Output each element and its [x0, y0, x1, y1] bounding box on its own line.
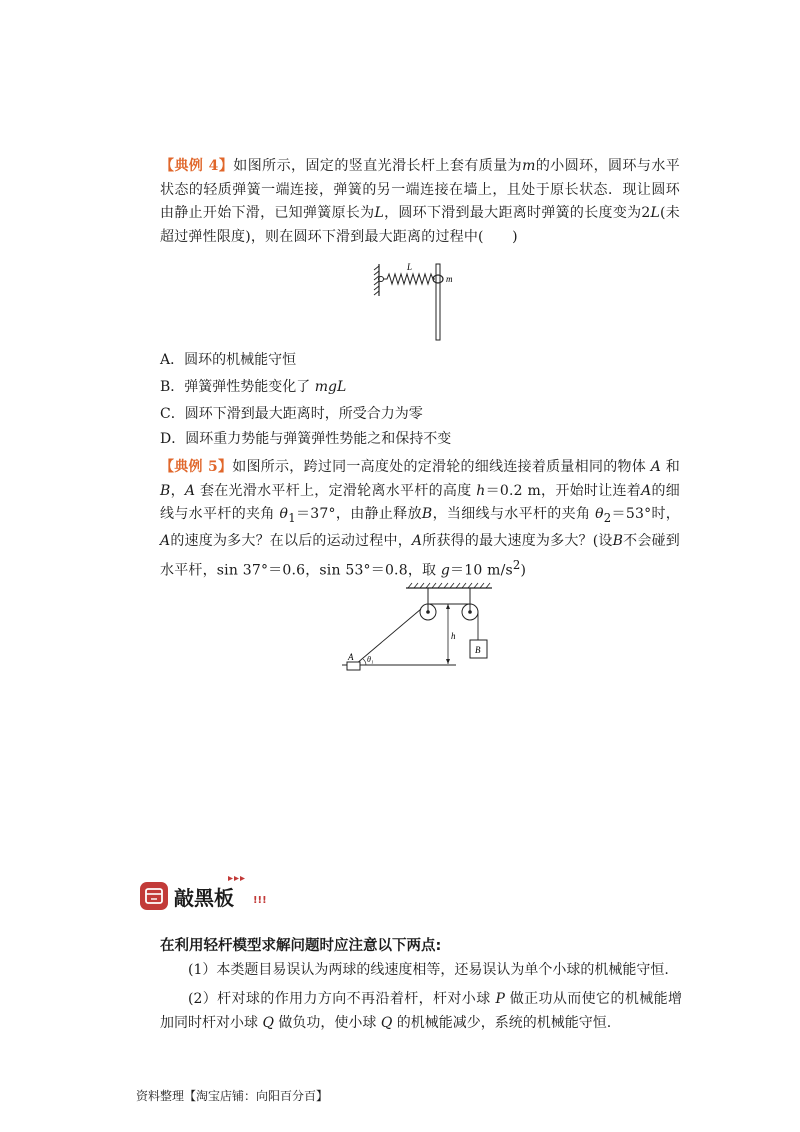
notes-heading: 在利用轻杆模型求解问题时应注意以下两点: [160, 938, 442, 954]
blackboard-banner [136, 873, 276, 913]
note-1: (1）本类题目易误认为两球的线速度相等，还易误认为单个小球的机械能守恒. [188, 962, 669, 978]
spring-ring-figure [370, 258, 460, 343]
banner-title: 敲黑板 [174, 886, 234, 910]
footer-source: 资料整理【淘宝店铺：向阳百分百】 [136, 1089, 329, 1103]
option-d: D．圆环重力势能与弹簧弹性势能之和保持不变 [160, 431, 452, 447]
example-5-tag: 【典例 5】 [160, 459, 233, 475]
mass-label: m [446, 274, 453, 284]
block-a-label: A [348, 652, 354, 662]
example-4-tag: 【典例 4】 [160, 158, 234, 174]
height-label: h [451, 631, 456, 641]
example-4-stem: 【典例 4】如图所示，固定的竖直光滑长杆上套有质量为m的小圆环，圆环与水平状态的轻质弹簧一端连接，弹簧的另一端连接在墙上，且处于原长状态．现让圆环由静止开始下滑，已知弹簧原长为L，圆环下滑到最大距离时弹簧的长度变为2L(未超过弹性限度)，则在圆环下滑到最大距离的过程中( ) [160, 158, 680, 245]
angle-label: θ₁ [367, 655, 374, 664]
option-c: C．圆环下滑到最大距离时，所受合力为零 [160, 406, 423, 422]
block-b-label: B [475, 645, 481, 655]
banner-mark: !!! [253, 895, 267, 906]
pulley-figure [340, 578, 510, 676]
example-5-stem: 【典例 5】如图所示，跨过同一高度处的定滑轮的细线连接着质量相同的物体 A 和B，A 套在光滑水平杆上，定滑轮离水平杆的高度 h＝0.2 m，开始时让连着A的细线与水平杆的夹角 $\theta_1=37^\circ$，由静止释放B，当细线与水平杆的夹角 $\theta_2=53^\circ$时，A的速度为多大？在以后的运动过程中，A所获得的最大速度为多大？(设B不会碰到水平杆，sin 37°＝0.6，sin 53°＝0.8，取 g＝10 $m/s^2$) [160, 459, 681, 579]
option-a: A．圆环的机械能守恒 [160, 352, 297, 368]
note-2: (2）杆对球的作用力方向不再沿着杆，杆对小球 P 做正功从而使它的机械能增加同时杆对小球 Q 做负功，使小球 Q 的机械能减少，系统的机械能守恒. [160, 991, 683, 1031]
length-label: L [407, 262, 413, 272]
option-b: B．弹簧弹性势能变化了 mgL [160, 379, 347, 395]
